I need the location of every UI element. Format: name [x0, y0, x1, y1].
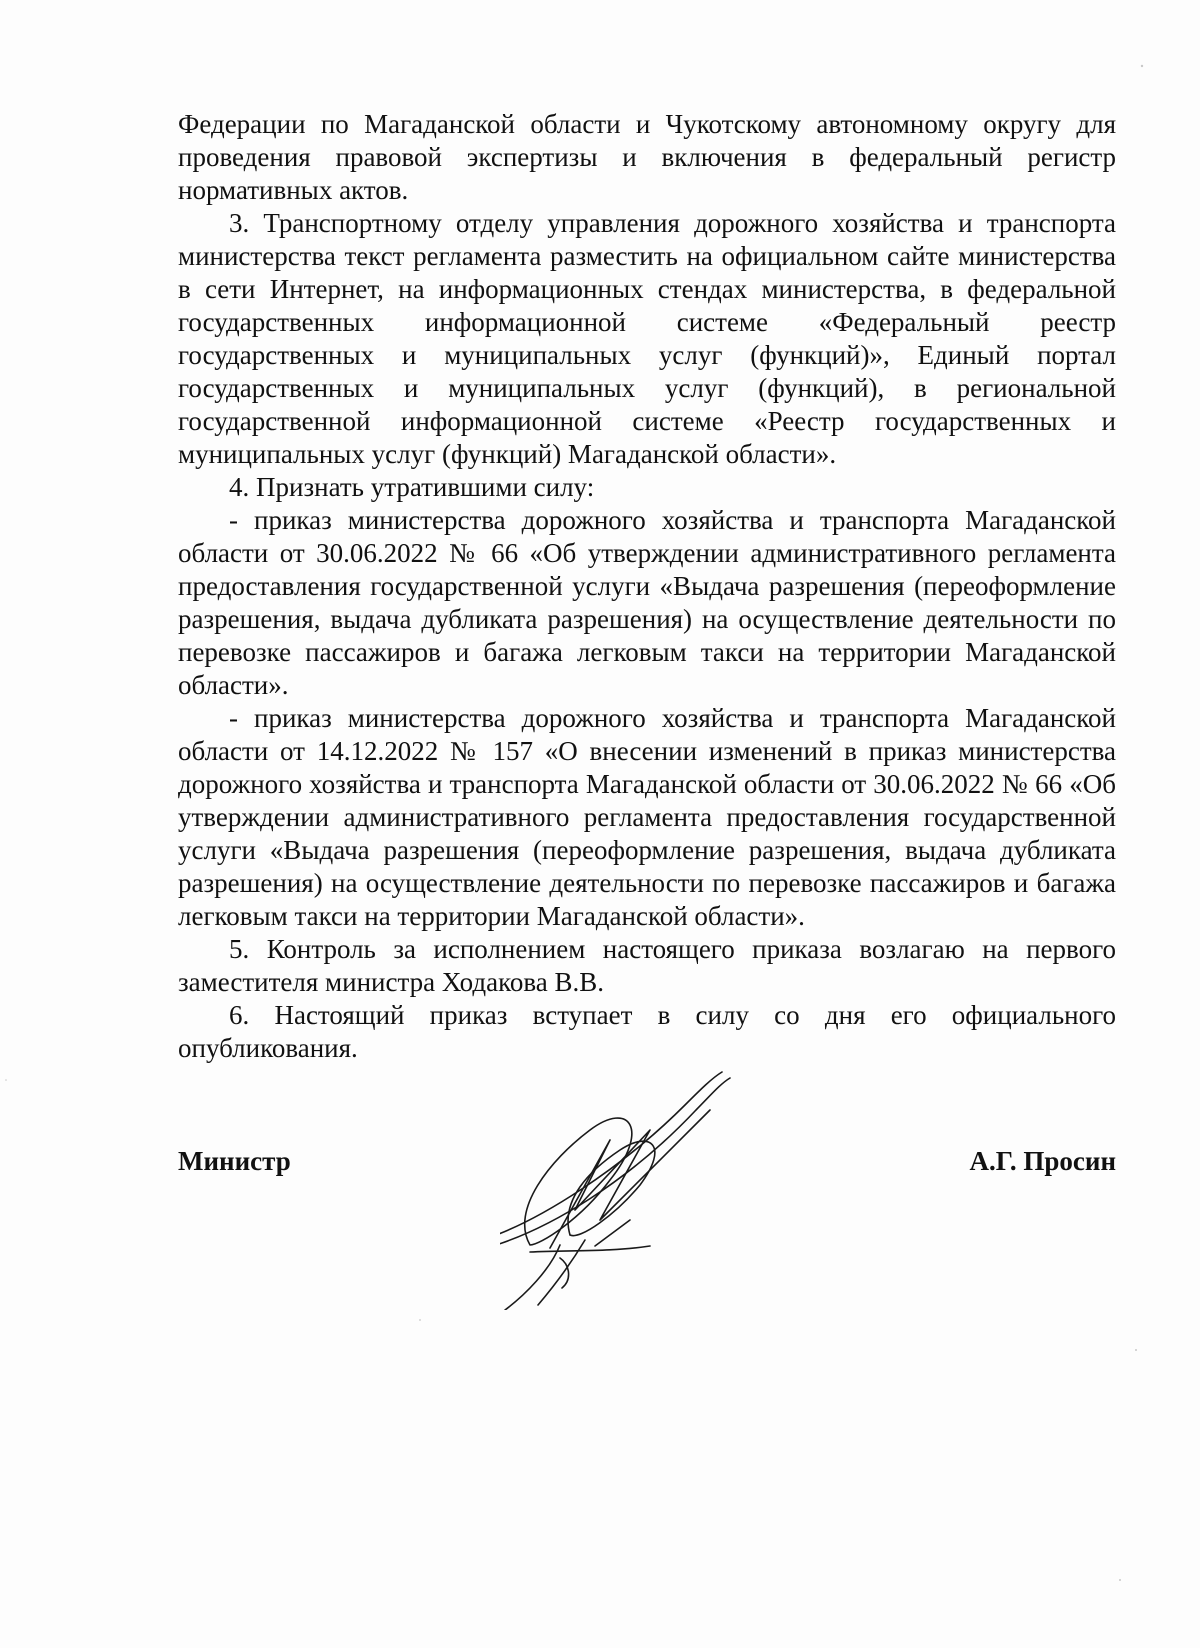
paragraph-repealed-order-2: - приказ министерства дорожного хозяйства и транспорта Магаданской области от 14.12.2022 № 157 «О внесении изменений в приказ министерства дорожного хозяйства и транспорта Магаданской области от 30.06.2022 № 66 «Об утверждении административного регламента предоставления государственной услуги «Выдача разрешения (переоформление разрешения, выдача дубликата разрешения) на осуществление деятельности по перевозке пассажиров и багажа легковым такси на территории Магаданской области».: [178, 703, 1116, 931]
paragraph-item-3: 3. Транспортному отделу управления дорожного хозяйства и транспорта министерства текст регламента разместить на официальном сайте министерства в сети Интернет, на информационных стендах министерства, в федеральной государственных информационной системе «Федеральный реестр государственных и муниципальных услуг (функций)», Единый портал государственных и муниципальных услуг (функций), в региональной государственной информационной системе «Реестр государственных и муниципальных услуг (функций) Магаданской области».: [178, 208, 1116, 469]
paragraph-item-4: 4. Признать утратившими силу:: [229, 472, 595, 502]
paragraph-repealed-order-1: - приказ министерства дорожного хозяйства и транспорта Магаданской области от 30.06.2022 № 66 «Об утверждении административного регламента предоставления государственной услуги «Выдача разрешения (переоформление разрешения, выдача дубликата разрешения) на осуществление деятельности по перевозке пассажиров и багажа легковым такси на территории Магаданской области».: [178, 505, 1116, 700]
handwritten-signature-icon: [500, 1070, 790, 1310]
signatory-title: Министр: [178, 1146, 291, 1176]
paragraph-item-6: 6. Настоящий приказ вступает в силу со дня его официального опубликования.: [178, 1000, 1116, 1063]
paragraph-item-5: 5. Контроль за исполнением настоящего приказа возлагаю на первого заместителя министра Ходакова В.В.: [178, 934, 1116, 997]
document-body: [178, 108, 1116, 1065]
paragraph-continuation: Федерации по Магаданской области и Чукотскому автономному округу для проведения правовой экспертизы и включения в федеральный регистр нормативных актов.: [178, 109, 1116, 205]
signatory-name: А.Г. Просин: [969, 1146, 1116, 1176]
